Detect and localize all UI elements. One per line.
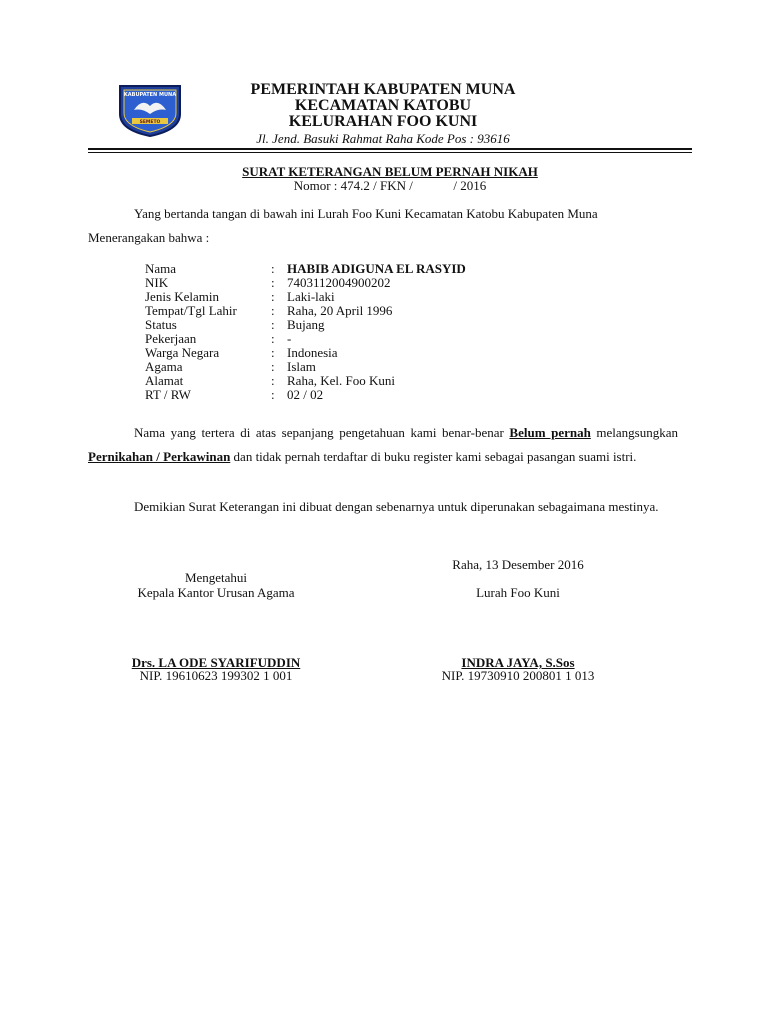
field-value: Bujang — [287, 317, 325, 332]
header-district: KECAMATAN KATOBU — [294, 97, 472, 114]
closing-text: Demikian Surat Keterangan ini dibuat dengan sebenarnya untuk diperunakan sebagaimana mestinya. — [134, 499, 659, 514]
emblem-shield-icon — [116, 80, 184, 138]
field-colon: : — [271, 289, 275, 304]
field-value: 7403112004900202 — [287, 275, 391, 290]
left-signer-name: Drs. LA ODE SYARIFUDDIN — [131, 655, 301, 670]
field-value: HABIB ADIGUNA EL RASYID — [287, 261, 466, 276]
field-label: Tempat/Tgl Lahir — [145, 303, 237, 318]
field-label: Warga Negara — [145, 345, 220, 360]
field-value: Raha, Kel. Foo Kuni — [287, 373, 395, 388]
right-signer-name: INDRA JAYA, S.Sos — [461, 655, 575, 670]
intro-paragraph — [88, 202, 678, 250]
field-colon: : — [271, 345, 275, 360]
field-value: Raha, 20 April 1996 — [287, 303, 393, 318]
field-value: Islam — [287, 359, 316, 374]
field-colon: : — [271, 359, 275, 374]
left-signer-heading-1: Mengetahui — [184, 570, 248, 585]
header-village: KELURAHAN FOO KUNI — [288, 113, 478, 130]
logo-text: KABUPATEN MUNA — [123, 92, 177, 98]
field-value: Laki-laki — [287, 289, 335, 304]
header-address: Jl. Jend. Basuki Rahmat Raha Kode Pos : 93616 — [256, 131, 510, 146]
field-row — [145, 318, 466, 332]
field-label: Nama — [145, 261, 177, 276]
statement-text-1: Nama yang tertera di atas sepanjang pengetahuan kami benar-benar — [134, 425, 504, 440]
field-label: Pekerjaan — [145, 331, 197, 346]
field-value: - — [287, 331, 292, 346]
field-colon: : — [271, 387, 275, 402]
field-row — [145, 346, 466, 360]
field-row — [145, 290, 466, 304]
field-colon: : — [271, 331, 275, 346]
field-row — [145, 388, 466, 402]
field-colon: : — [271, 317, 275, 332]
left-signer-nip: NIP. 19610623 199302 1 001 — [139, 668, 293, 683]
letter-title: SURAT KETERANGAN BELUM PERNAH NIKAH — [242, 164, 538, 179]
field-label: Jenis Kelamin — [145, 289, 220, 304]
field-value: 02 / 02 — [287, 387, 324, 402]
field-label: Alamat — [145, 373, 184, 388]
regency-logo — [116, 80, 184, 138]
field-label: NIK — [145, 275, 169, 290]
identity-fields — [145, 262, 466, 402]
header-divider-thick — [88, 148, 692, 150]
field-colon: : — [271, 303, 275, 318]
field-row — [145, 360, 466, 374]
letter-number-suffix: / 2016 — [453, 178, 487, 193]
field-label: Status — [145, 317, 177, 332]
statement-emphasis-1: Belum pernah — [509, 425, 591, 440]
intro-line-1: Yang bertanda tangan di bawah ini Lurah Foo Kuni Kecamatan Katobu Kabupaten Muna — [134, 206, 598, 221]
field-row — [145, 332, 466, 346]
header-divider-thin — [88, 152, 692, 153]
field-value: Indonesia — [287, 345, 338, 360]
place-date: Raha, 13 Desember 2016 — [452, 557, 584, 572]
intro-line-2: Menerangakan bahwa : — [88, 230, 210, 245]
header-government: PEMERINTAH KABUPATEN MUNA — [250, 81, 516, 98]
letter-number-prefix: Nomor : 474.2 / FKN / — [293, 178, 413, 193]
field-label: Agama — [145, 359, 183, 374]
right-signer-heading: Lurah Foo Kuni — [476, 585, 560, 600]
statement-text-2: melangsungkan — [596, 425, 679, 440]
field-row — [145, 276, 466, 290]
field-row — [145, 304, 466, 318]
field-row — [145, 262, 466, 276]
field-row — [145, 374, 466, 388]
statement-emphasis-2: Pernikahan / Perkawinan — [88, 449, 231, 464]
field-colon: : — [271, 275, 275, 290]
field-colon: : — [271, 261, 275, 276]
field-label: RT / RW — [145, 387, 191, 402]
left-signer-heading-2: Kepala Kantor Urusan Agama — [137, 585, 295, 600]
letter-number — [200, 178, 580, 194]
statement-text-3: dan tidak pernah terdaftar di buku register kami sebagai pasangan suami istri. — [233, 449, 637, 464]
closing-paragraph — [88, 498, 678, 516]
logo-banner: SEMETO — [139, 120, 161, 125]
right-signer-nip: NIP. 19730910 200801 1 013 — [441, 668, 595, 683]
field-colon: : — [271, 373, 275, 388]
statement-paragraph — [88, 421, 678, 469]
